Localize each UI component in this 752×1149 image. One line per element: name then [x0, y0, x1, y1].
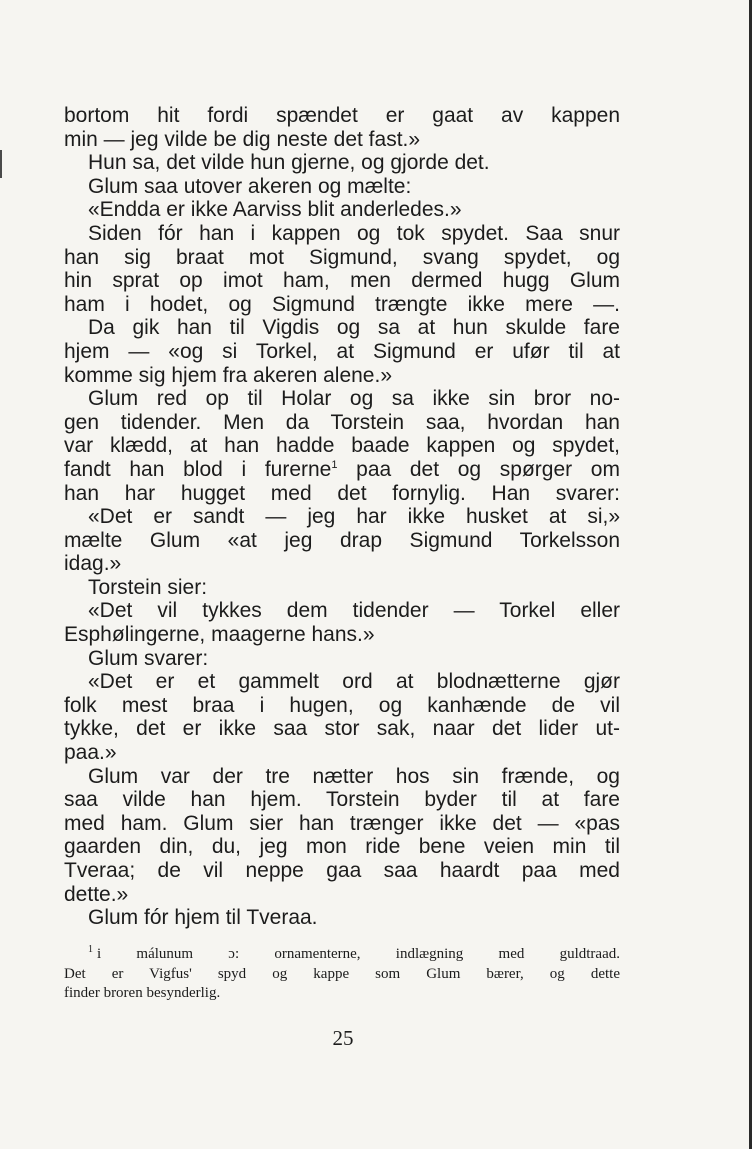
text-line — [64, 482, 620, 506]
text-line — [64, 198, 620, 222]
text-line-content: gaarden din, du, jeg mon ride bene veien min til — [64, 835, 620, 859]
text-line — [64, 411, 620, 435]
footnote-line-content: finder broren besynderlig. — [64, 985, 221, 1001]
text-line — [64, 505, 620, 529]
text-line-content: tykke, det er ikke saa stor sak, naar det lider ut- — [64, 717, 620, 741]
text-line-content: var klædd, at han hadde baade kappen og spydet, — [64, 434, 620, 458]
text-line-content: mælte Glum «at jeg drap Sigmund Torkelsson — [64, 528, 620, 552]
text-line — [64, 387, 620, 411]
text-line — [64, 906, 620, 930]
text-line — [64, 175, 620, 199]
footnote — [64, 945, 620, 1004]
text-line — [64, 741, 620, 765]
footnote-line — [64, 945, 620, 965]
text-line — [64, 717, 620, 741]
text-line — [64, 269, 620, 293]
text-line-content: komme sig hjem fra akeren alene.» — [64, 363, 392, 387]
text-line — [64, 788, 620, 812]
text-line-content: min — jeg vilde be dig neste det fast.» — [64, 127, 421, 151]
text-line-content: «Det er et gammelt ord at blodnætterne gjør — [88, 670, 620, 694]
text-line-content: hin sprat op imot ham, men dermed hugg Glum — [64, 269, 620, 293]
text-line — [64, 128, 620, 152]
text-line — [64, 835, 620, 859]
text-line — [64, 670, 620, 694]
text-line-content: Siden fór han i kappen og tok spydet. Saa snur — [88, 221, 620, 245]
footnote-line — [64, 984, 620, 1004]
text-line-content: Hun sa, det vilde hun gjerne, og gjorde det. — [88, 151, 490, 175]
text-line — [64, 694, 620, 718]
text-line-content: Tveraa; de vil neppe gaa saa haardt paa med — [64, 859, 620, 882]
text-line-content: Torstein sier: — [88, 575, 208, 599]
text-line-content: han har hugget med det fornylig. Han svarer: — [64, 481, 620, 505]
text-line — [64, 340, 620, 364]
text-line-content: idag.» — [64, 552, 122, 576]
text-line — [64, 293, 620, 317]
text-line — [64, 316, 620, 340]
footnote-marker: 1 — [88, 944, 93, 955]
text-line-content: saa vilde han hjem. Torstein byder til at fare — [64, 788, 620, 812]
body-text — [64, 104, 620, 930]
text-line — [64, 859, 620, 883]
text-line-content: Glum var der tre nætter hos sin frænde, og — [88, 764, 620, 788]
text-line-content: fandt han blod i furerne — [64, 457, 332, 481]
footnote-line-content: i málunum ɔ: ornamenterne, indlægning med guldtraad. — [97, 946, 620, 962]
page-number: 25 — [332, 1026, 354, 1050]
text-line-content: «Det er sandt — jeg har ikke husket at si,» — [88, 505, 620, 529]
footnote-reference: 1 — [331, 458, 338, 471]
text-line-content: Esphølingerne, maagerne hans.» — [64, 623, 375, 647]
text-line — [64, 434, 620, 458]
text-line — [64, 765, 620, 789]
text-line — [64, 647, 620, 671]
text-line — [64, 576, 620, 600]
text-line — [64, 812, 620, 836]
text-line-content: dette.» — [64, 882, 129, 906]
text-line-continuation: paa det og spørger om — [337, 457, 620, 481]
text-line-content: Glum saa utover akeren og mælte: — [88, 174, 412, 198]
text-line — [64, 246, 620, 270]
text-line — [64, 552, 620, 576]
text-line — [64, 222, 620, 246]
text-line-content: Glum fór hjem til Tveraa. — [88, 906, 318, 930]
text-line-content: Da gik han til Vigdis og sa at hun skulde fare — [88, 316, 620, 340]
text-line — [64, 104, 620, 128]
text-line — [64, 151, 620, 175]
text-line — [64, 364, 620, 388]
text-line-content: «Endda er ikke Aarviss blit anderledes.» — [88, 198, 462, 222]
text-line — [64, 529, 620, 553]
text-line-content: «Det vil tykkes dem tidender — Torkel eller — [88, 599, 620, 623]
text-line-content: bortom hit fordi spændet er gaat av kappen — [64, 104, 620, 127]
text-line-content: hjem — «og si Torkel, at Sigmund er ufør til at — [64, 339, 620, 363]
text-line-content: folk mest braa i hugen, og kanhænde de vil — [64, 693, 620, 717]
text-line-content: han sig braat mot Sigmund, svang spydet, og — [64, 245, 620, 269]
text-line-content: Glum red op til Holar og sa ikke sin bror no- — [88, 387, 620, 411]
text-line — [64, 883, 620, 907]
text-line — [64, 623, 620, 647]
text-line-content: paa.» — [64, 741, 117, 765]
text-line — [64, 599, 620, 623]
text-line-content: gen tidender. Men da Torstein saa, hvordan han — [64, 410, 620, 434]
text-line-content: ham i hodet, og Sigmund trængte ikke mere —. — [64, 292, 620, 316]
footnote-line — [64, 965, 620, 985]
text-line-content: med ham. Glum sier han trænger ikke det — «pas — [64, 811, 620, 835]
footnote-line-content: Det er Vigfus' spyd og kappe som Glum bærer, og dette — [64, 965, 620, 982]
page-edge-mark — [0, 150, 2, 178]
text-line — [64, 458, 620, 482]
text-line-content: Glum svarer: — [88, 646, 209, 670]
